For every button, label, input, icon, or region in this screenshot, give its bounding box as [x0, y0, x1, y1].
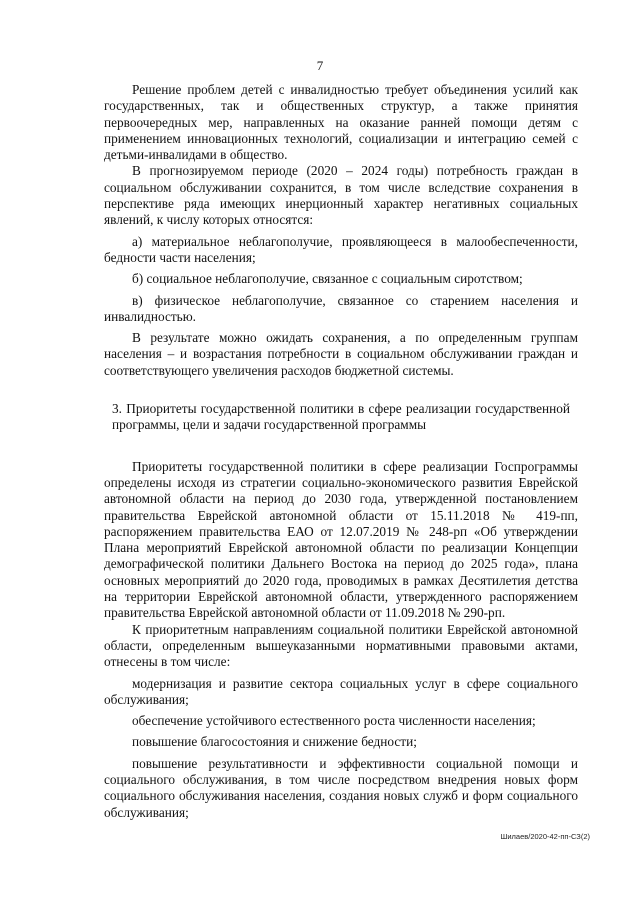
- paragraph: В результате можно ожидать сохранения, а по определенным группам населения – и возрастания потребности в социальном обслуживании граждан и соответствующего увеличения расходов бюджетной системы.: [104, 330, 578, 378]
- section-heading: 3. Приоритеты государственной политики в сфере реализации государственной программы, цели и задачи государственной программы: [112, 401, 570, 433]
- list-item: модернизация и развитие сектора социальных услуг в сфере социального обслуживания;: [104, 675, 578, 707]
- paragraph: Решение проблем детей с инвалидностью требует объединения усилий как государственных, так и общественных структур, а также принятия первоочередных мер, направленных на оказание ранней помощи детям с применением инновационных технологий, социализации и интеграцию семей с детьми-инвалидами в общество.: [104, 82, 578, 163]
- document-code: Шилаев/2020-42-пп-СЗ(2): [500, 832, 590, 841]
- list-item: б) социальное неблагополучие, связанное с социальным сиротством;: [132, 271, 523, 287]
- list-item: а) материальное неблагополучие, проявляющееся в малообеспеченности, бедности части населения;: [104, 233, 578, 265]
- list-item: обеспечение устойчивого естественного роста численности населения;: [132, 713, 536, 729]
- list-item: в) физическое неблагополучие, связанное со старением населения и инвалидностью.: [104, 292, 578, 324]
- page-number: 7: [316, 58, 324, 73]
- list-item: повышение благосостояния и снижение бедности;: [132, 734, 417, 750]
- list-item: повышение результативности и эффективности социальной помощи и социального обслуживания, в том числе посредством внедрения новых форм социального обслуживания населения, создания новых служб и форм социального обслуживания;: [104, 755, 578, 820]
- paragraph: Приоритеты государственной политики в сфере реализации Госпрограммы определены исходя из стратегии социально-экономического развития Еврейской автономной области на период до 2030 года, утвержденной постановлением правительства Еврейской автономной области от 15.11.2018 № 419-пп, распоряжением правительства ЕАО от 12.07.2019 № 248-рп «Об утверждении Плана мероприятий Еврейской автономной области по реализации Концепции демографической политики Дальнего Востока на период до 2025 года», плана основных мероприятий до 2020 года, проводимых в рамках Десятилетия детства на территории Еврейской автономной области, утвержденного распоряжением правительства Еврейской автономной области от 11.09.2018 № 290-рп.: [104, 458, 578, 621]
- paragraph: В прогнозируемом периоде (2020 – 2024 годы) потребность граждан в социальном обслуживании сохранится, в том числе вследствие сохранения в перспективе ряда имеющих инерционный характер негативных социальных явлений, к числу которых относятся:: [104, 163, 578, 228]
- paragraph: К приоритетным направлениям социальной политики Еврейской автономной области, определенным вышеуказанными нормативными правовыми актами, отнесены в том числе:: [104, 621, 578, 670]
- document-body: [104, 82, 578, 821]
